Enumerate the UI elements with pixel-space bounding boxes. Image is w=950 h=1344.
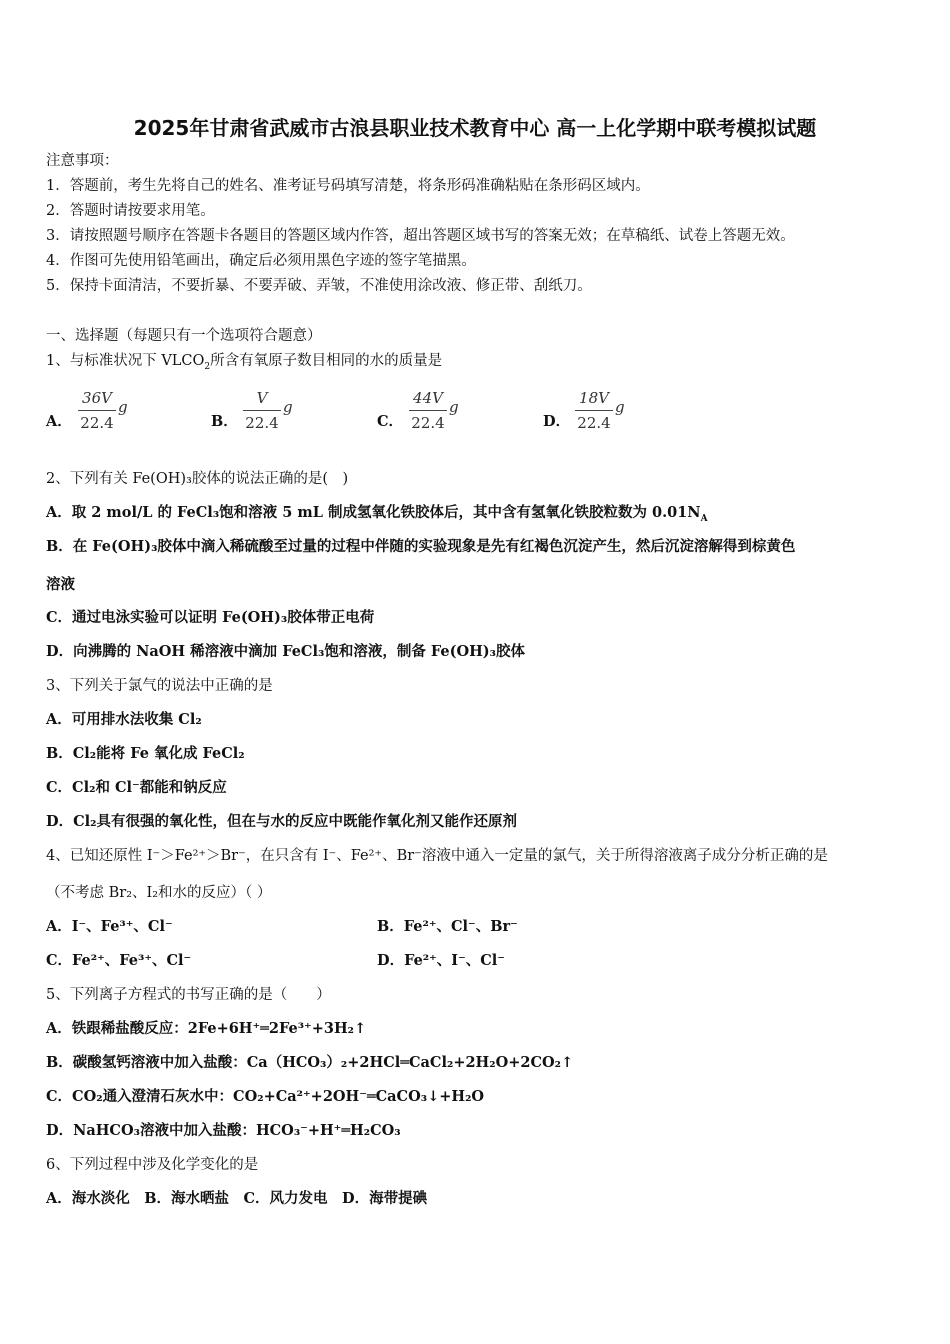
question-3-stem: 3、下列关于氯气的说法中正确的是 [46, 678, 273, 694]
question-4-stem-cont: （不考虑 Br₂、I₂和水的反应）（ ） [46, 885, 272, 901]
fraction [409, 388, 447, 433]
unit: g [118, 398, 128, 416]
page-title: 2025年甘肃省武威市古浪县职业技术教育中心 高一上化学期中联考模拟试题 [133, 116, 817, 140]
q5-option-b[interactable]: B．碳酸氢钙溶液中加入盐酸：Ca（HCO₃）₂+2HCl═CaCl₂+2H₂O+2CO₂↑ [46, 1054, 574, 1071]
fraction [78, 388, 116, 433]
q4-option-c[interactable]: C．Fe²⁺、Fe³⁺、Cl⁻ [46, 952, 192, 969]
q1-option-a[interactable] [46, 388, 196, 438]
question-1-stem [46, 351, 442, 377]
option-letter: A． [46, 413, 72, 430]
notice-item: 4．作图可先使用铅笔画出，确定后必须用黑色字迹的签字笔描黑。 [46, 253, 476, 269]
unit: g [283, 398, 293, 416]
fraction [243, 388, 281, 433]
q3-option-a[interactable]: A．可用排水法收集 Cl₂ [46, 711, 202, 728]
numerator: 18V [579, 389, 609, 407]
q3-option-c[interactable]: C．Cl₂和 Cl⁻都能和钠反应 [46, 779, 227, 796]
q2-option-b-cont: 溶液 [46, 576, 75, 593]
q5-option-a[interactable]: A．铁跟稀盐酸反应：2Fe+6H⁺═2Fe³⁺+3H₂↑ [46, 1020, 367, 1037]
fraction-bar [78, 410, 116, 411]
q6-options[interactable]: A．海水淡化 B．海水晒盐 C．风力发电 D．海带提碘 [46, 1190, 428, 1207]
option-letter: D． [543, 413, 571, 430]
q2-option-a-text: A．取 2 mol/L 的 FeCl₃饱和溶液 5 mL 制成氢氧化铁胶体后，其中含有氢氧化铁胶粒数为 0.01N [46, 504, 701, 521]
question-4-stem: 4、已知还原性 I⁻＞Fe²⁺＞Br⁻，在只含有 I⁻、Fe²⁺、Br⁻溶液中通入一定量的氯气，关于所得溶液离子成分分析正确的是 [46, 848, 828, 864]
q4-option-a[interactable]: A．I⁻、Fe³⁺、Cl⁻ [46, 918, 173, 935]
q1-option-c[interactable] [377, 388, 527, 438]
unit: g [449, 398, 459, 416]
q2-option-a-sub: A [700, 513, 708, 524]
q1-option-b[interactable] [211, 388, 361, 438]
fraction-bar [575, 410, 613, 411]
q4-option-d[interactable]: D．Fe²⁺、I⁻、Cl⁻ [377, 952, 505, 969]
fraction-bar [409, 410, 447, 411]
option-letter: B． [211, 413, 238, 430]
notice-item: 1．答题前，考生先将自己的姓名、准考证号码填写清楚，将条形码准确粘贴在条形码区域内。 [46, 178, 650, 194]
question-6-stem: 6、下列过程中涉及化学变化的是 [46, 1157, 259, 1173]
denominator: 22.4 [245, 414, 279, 432]
q5-option-c[interactable]: C．CO₂通入澄清石灰水中：CO₂+Ca²⁺+2OH⁻═CaCO₃↓+H₂O [46, 1088, 485, 1105]
q2-option-c[interactable]: C．通过电泳实验可以证明 Fe(OH)₃胶体带正电荷 [46, 609, 375, 626]
denominator: 22.4 [80, 414, 114, 432]
numerator: V [256, 389, 268, 407]
q3-option-d[interactable]: D．Cl₂具有很强的氧化性，但在与水的反应中既能作氧化剂又能作还原剂 [46, 813, 517, 830]
q4-option-b[interactable]: B．Fe²⁺、Cl⁻、Br⁻ [377, 918, 518, 935]
q2-option-b[interactable]: B．在 Fe(OH)₃胶体中滴入稀硫酸至过量的过程中伴随的实验现象是先有红褐色沉淀产生，然后沉淀溶解得到棕黄色 [46, 538, 796, 555]
question-5-stem: 5、下列离子方程式的书写正确的是（ ） [46, 987, 331, 1003]
q1-stem-sub: 2 [204, 361, 211, 372]
section-heading: 一、选择题（每题只有一个选项符合题意） [46, 328, 322, 344]
denominator: 22.4 [411, 414, 445, 432]
unit: g [615, 398, 625, 416]
option-letter: C． [377, 413, 404, 430]
notice-item: 3．请按照题号顺序在答题卡各题目的答题区域内作答，超出答题区域书写的答案无效；在草稿纸、试卷上答题无效。 [46, 228, 795, 244]
q5-option-d[interactable]: D．NaHCO₃溶液中加入盐酸：HCO₃⁻+H⁺═H₂CO₃ [46, 1122, 401, 1139]
notice-heading: 注意事项： [46, 153, 119, 169]
question-2-stem: 2、下列有关 Fe(OH)₃胶体的说法正确的是( ) [46, 471, 349, 487]
q1-stem-b: 所含有氧原子数目相同的水的质量是 [210, 353, 443, 369]
notice-item: 5．保持卡面清洁，不要折暴、不要弄破、弄皱，不准使用涂改液、修正带、刮纸刀。 [46, 278, 592, 294]
q2-option-d[interactable]: D．向沸腾的 NaOH 稀溶液中滴加 FeCl₃饱和溶液，制备 Fe(OH)₃胶体 [46, 643, 526, 660]
numerator: 36V [82, 389, 112, 407]
numerator: 44V [413, 389, 443, 407]
q3-option-b[interactable]: B．Cl₂能将 Fe 氧化成 FeCl₂ [46, 745, 245, 762]
q1-option-d[interactable] [543, 388, 693, 438]
fraction-bar [243, 410, 281, 411]
q2-option-a[interactable] [46, 503, 708, 529]
fraction [575, 388, 613, 433]
denominator: 22.4 [577, 414, 611, 432]
q1-stem-a: 1、与标准状况下 VLCO [46, 353, 205, 369]
notice-item: 2．答题时请按要求用笔。 [46, 203, 215, 219]
